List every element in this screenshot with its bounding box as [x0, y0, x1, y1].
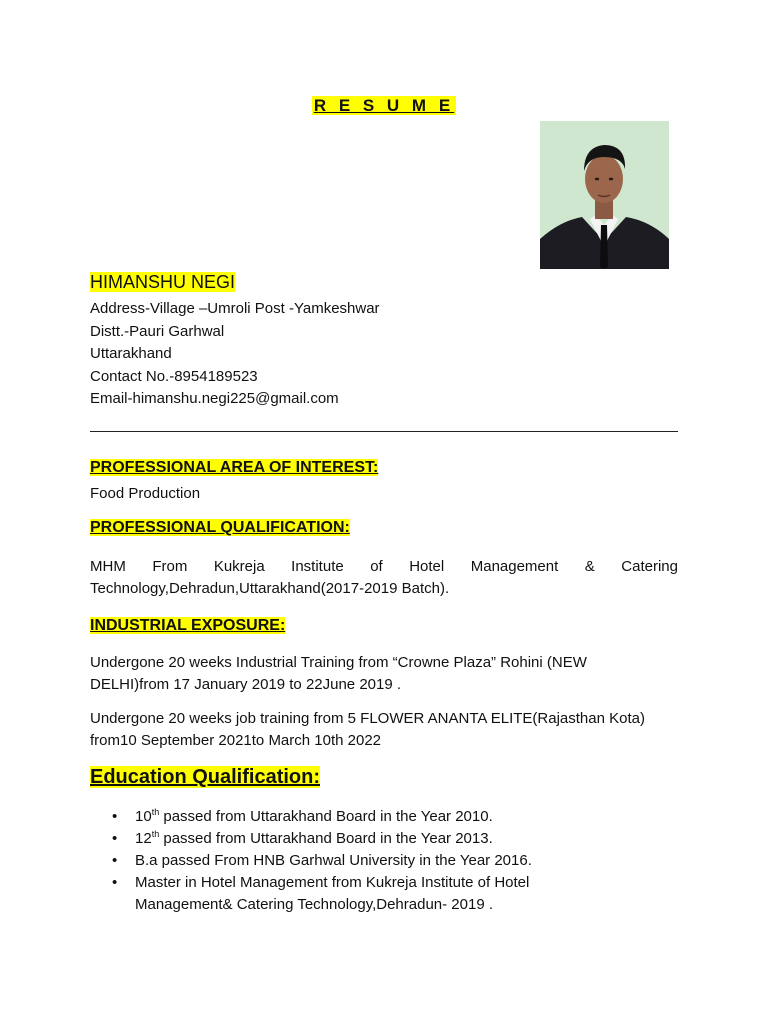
education-heading: Education Qualification:	[90, 766, 321, 788]
state-line: Uttarakhand	[90, 345, 172, 362]
district-line: Distt.-Pauri Garhwal	[90, 322, 225, 340]
education-item: • 12th passed from Uttarakhand Board in the Year 2013.	[90, 828, 610, 850]
divider	[90, 431, 678, 432]
education-list	[90, 806, 610, 916]
exposure-paragraph-1: Undergone 20 weeks Industrial Training from “Crowne Plaza” Rohini (NEW DELHI)from 17 January 2019 to 22June 2019 .	[90, 654, 587, 693]
address-line: Address-Village –Umroli Post -Yamkeshwar	[90, 300, 380, 317]
education-item: • 10th passed from Uttarakhand Board in the Year 2010.	[90, 806, 610, 828]
education-item: • Master in Hotel Management from Kukreja Institute of Hotel Management& Catering Technology,Dehradun- 2019 .	[112, 874, 530, 913]
address-block	[90, 298, 380, 411]
candidate-name: HIMANSHU NEGI	[90, 272, 236, 292]
email-line: Email-himanshu.negi225@gmail.com	[90, 390, 339, 407]
bullet-icon: •	[112, 852, 118, 869]
bullet-icon: •	[112, 830, 118, 847]
interest-heading: PROFESSIONAL AREA OF INTEREST:	[90, 459, 379, 476]
interest-text: Food Production	[90, 485, 201, 502]
qualification-text: MHM From Kukreja Institute of Hotel Management & Catering Technology,Dehradun,Uttarakhand(2017-2019 Batch).	[90, 558, 678, 597]
profile-photo-image	[540, 121, 669, 269]
exposure-heading: INDUSTRIAL EXPOSURE:	[90, 617, 286, 634]
profile-photo	[540, 121, 669, 269]
resume-title: R E S U M E	[313, 96, 455, 115]
exposure-paragraph-2: Undergone 20 weeks job training from 5 FLOWER ANANTA ELITE(Rajasthan Kota) from10 September 2021to March 10th 2022	[90, 710, 645, 749]
bullet-icon: •	[112, 808, 118, 825]
qualification-heading: PROFESSIONAL QUALIFICATION:	[90, 519, 350, 536]
bullet-icon: •	[112, 874, 118, 891]
contact-line: Contact No.-8954189523	[90, 367, 258, 385]
education-item: • B.a passed From HNB Garhwal University in the Year 2016.	[90, 850, 610, 872]
